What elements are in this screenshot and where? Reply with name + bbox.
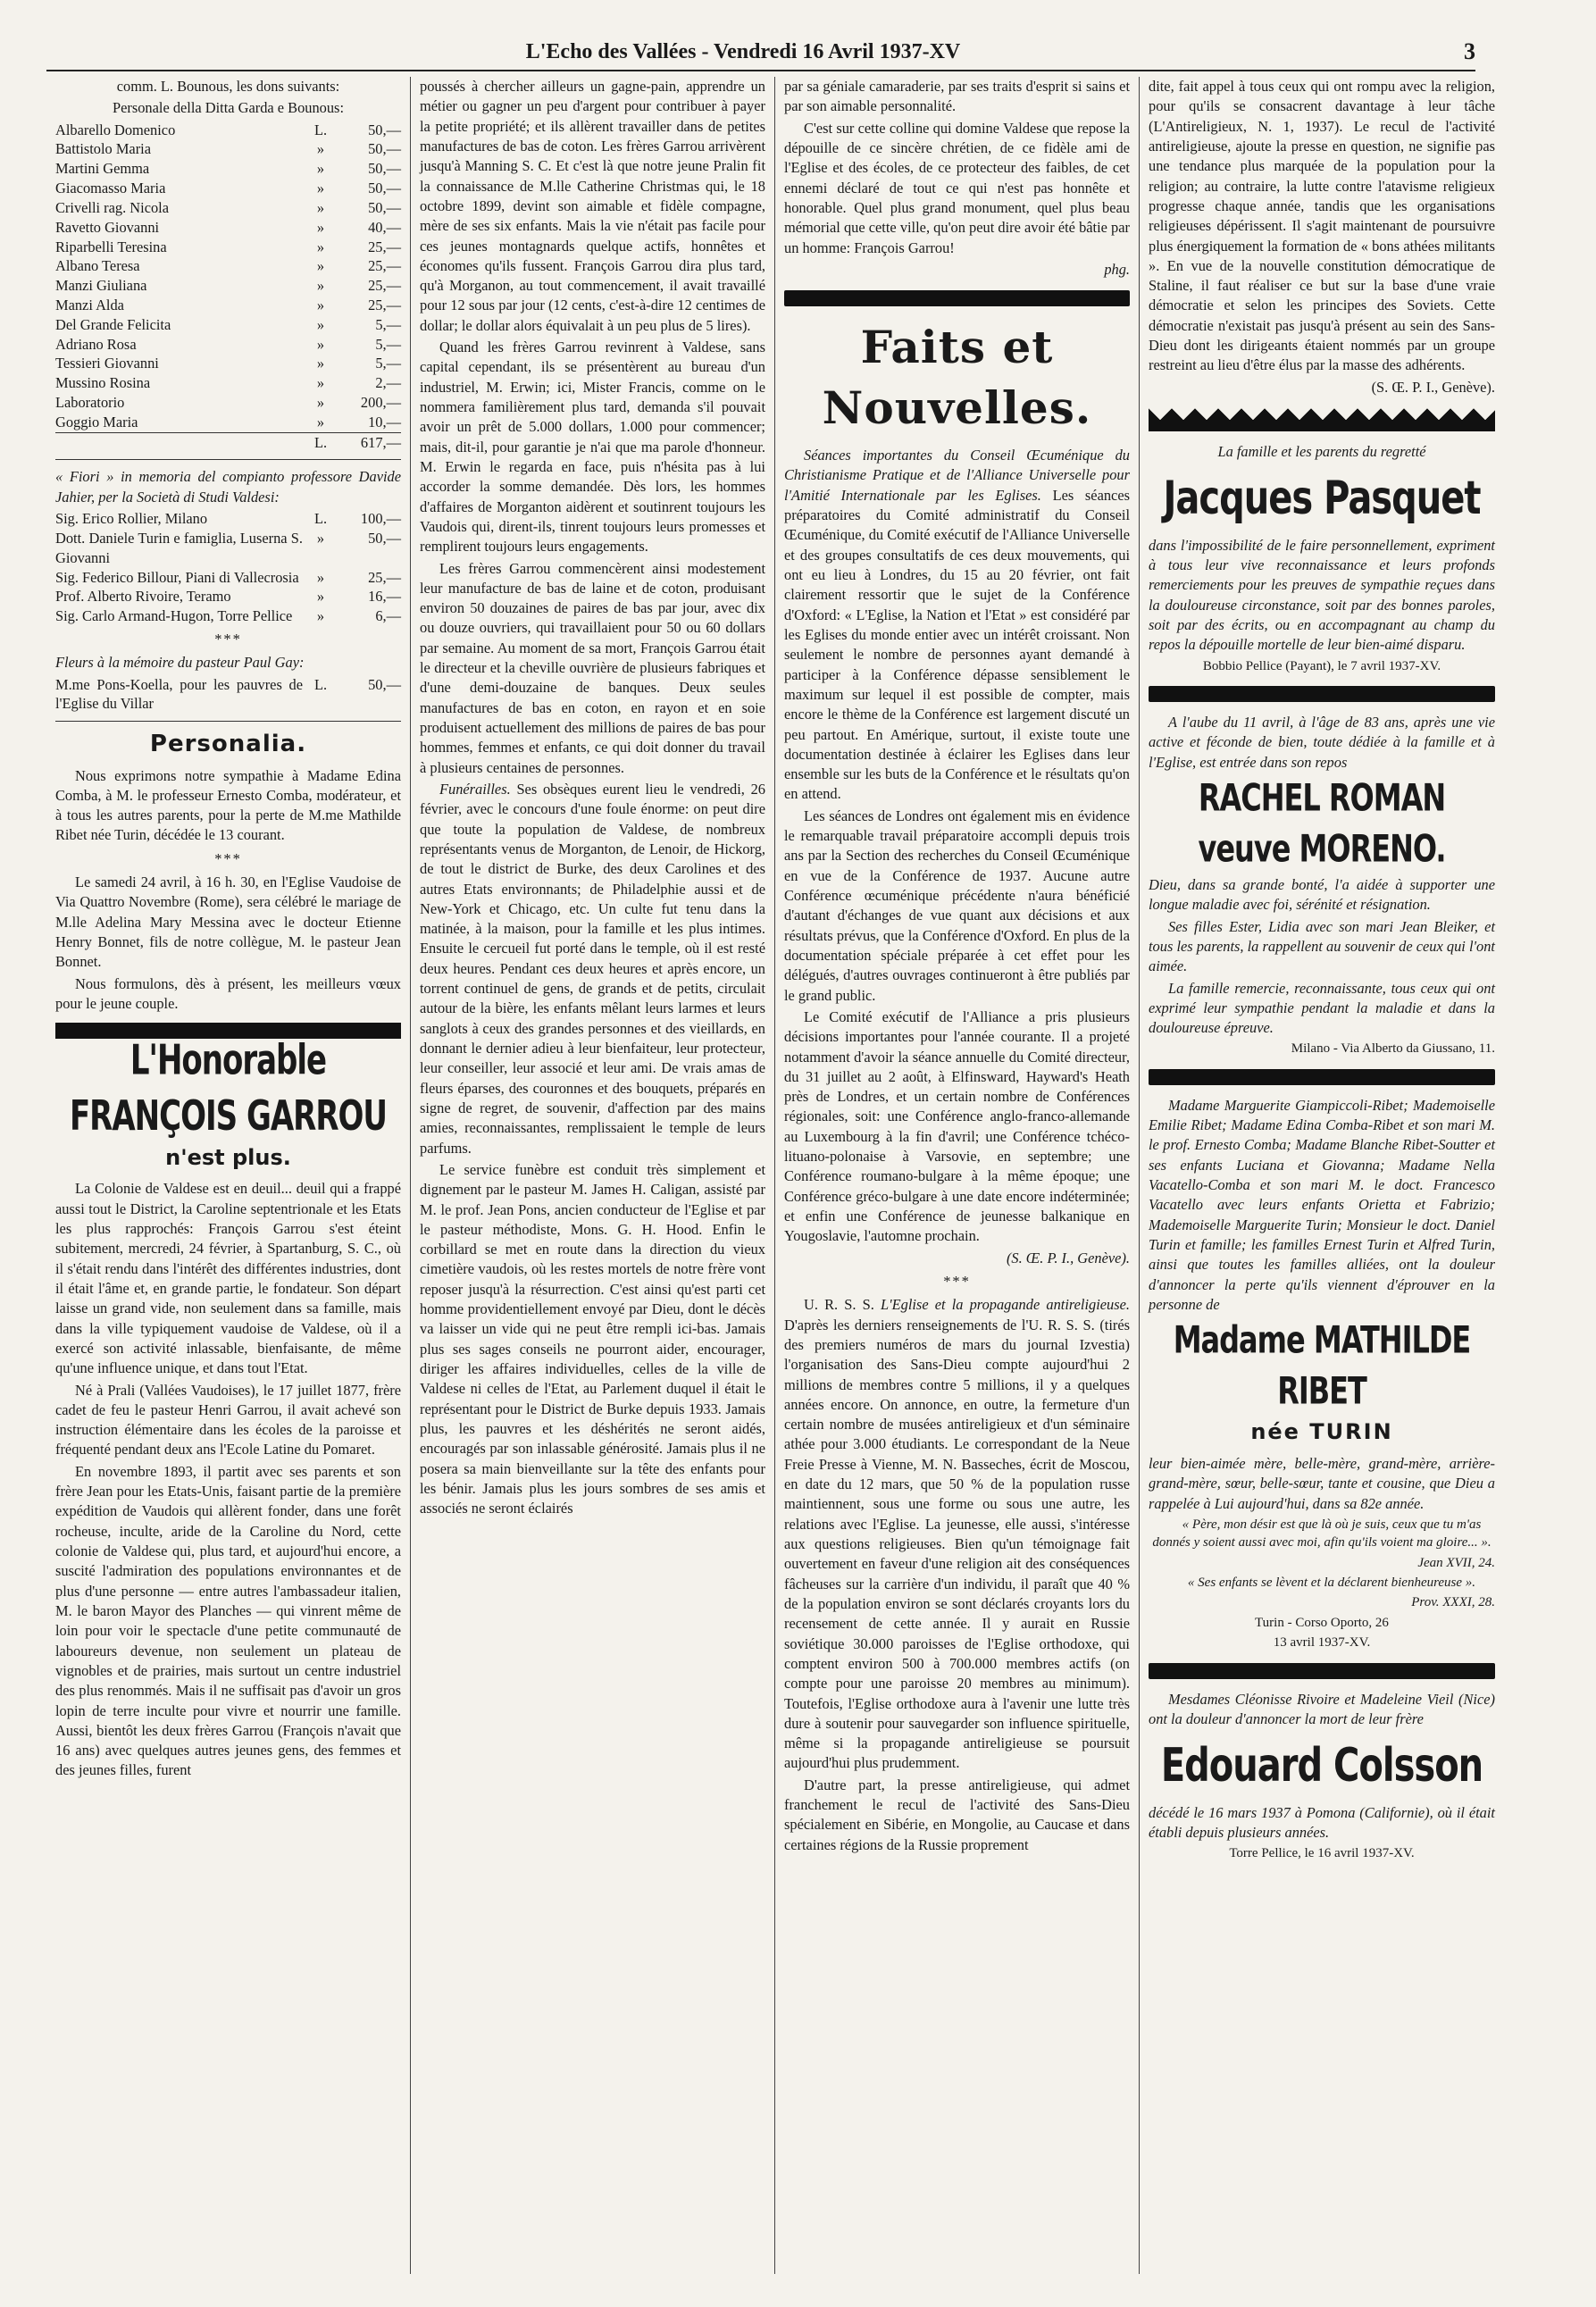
faits-nouvelles-heading: Faits et Nouvelles.: [822, 321, 1092, 435]
personalia-heading: Personalia.: [149, 731, 307, 758]
article-paragraph: par sa géniale camaraderie, par ses traits d'esprit si sains et par son aimable personnalité.: [784, 78, 1130, 115]
table-row: Manzi Giuliana » 25,—: [55, 277, 401, 295]
table-row: Dott. Daniele Turin e famiglia, Luserna S. Giovanni » 50,—: [55, 529, 401, 566]
source-signature: (S. Œ. P. I., Genève).: [1371, 378, 1495, 396]
article-paragraph: C'est sur cette colline qui domine Valdese que repose la dépouille de ce sincère chrétien, de ce fidèle ami de l'Eglise et des écoles, de ce protecteur des faibles, de cet ennemi déclaré de tout ce qui n'est pas honnête et honorable. Quel plus grand monument, quel plus beau mémorial que cette ville, qu'on peut dire avoir été bâtie par un homme: François Garrou!: [784, 119, 1130, 256]
roman-intro: A l'aube du 11 avril, à l'âge de 83 ans, après une vie active et féconde de bien, toute dédiée à la famille et à l'Eglise, est entrée dans son repos: [1149, 713, 1495, 771]
article-paragraph: Quand les frères Garrou revinrent à Valdese, sans capital cependant, ils se présentèrent au bureau d'un industriel, M. Erwin; ici, Mister Francis, comme on le nommera familièrement plus tard, demanda s'il pouvait avoir un prêt de 5.000 dollars, 1.000 pour commencer; mais, dit-il, pour garantie je n'ai que ma parole d'honneur. M. Erwin le regarda en face, puis n'hésita pas à lui accorder la somme demandée. Dès lors, les hommes d'affaires de Morganton aidèrent et soutinrent toujours les Vaudois qui, dirent-ils, tinrent toujours leurs promesses et remplirent toujours leurs engagements.: [420, 339, 765, 556]
ornamental-band: [1149, 1069, 1495, 1085]
table-row: Tessieri Giovanni » 5,—: [55, 355, 401, 372]
article-paragraph: Le Comité exécutif de l'Alliance a pris plusieurs décisions importantes pour l'année courante. Il a projeté notamment d'avoir la séance annuelle du Comité directeur, du 31 juillet au 2 août, à Elfinsward, Hayward's Heath près de Londres, et un certain nombre de Conférences régionales, soit: une Conférence anglo-franco-allemande au Luxembourg à la fin d'avril; une Conférence tchéco-lituano-polonaise à Varsovie, en septembre; une Conférence roumano-bulgare à la même époque; une Conférence gréco-bulgare à une date encore indéterminée; et enfin une Conférence de jeunesse balkanique en Yougoslavie, l'automne prochain.: [784, 1007, 1130, 1245]
table-row: Crivelli rag. Nicola » 50,—: [55, 198, 401, 216]
fleurs-table: [55, 675, 401, 715]
article-paragraph: dite, fait appel à tous ceux qui ont rompu avec la religion, pour qu'ils se consacrent davantage à leur tâche (L'Antireligieux, N. 1, 1937). Le recul de l'activité antireligieuse, ajoute la presse en question, ne signifie pas une tendance plus marquée de la population pour la religion; au contraire, la lutte contre l'atavisme religieux progresse chaque année, tandis que les organisations religieuses dépérissent. Il s'agit maintenant de poursuivre plus énergiquement la formation de « bons athées militants ». En vue de la nouvelle constitution démocratique de Staline, il faut réaliser ce but sur la base d'une vraie démocratie et selon les principes des Soviets. Cette démocratie n'existait pas jusqu'à présent au sein des Sans-Dieu dont les dirigeants étaient nommés par un groupe restreint au lieu d'être élus par la masse des adhérents.: [1149, 78, 1495, 374]
table-row: Albano Teresa » 25,—: [55, 257, 401, 275]
donations-group: Personale della Ditta Garda e Bounous:: [113, 99, 344, 117]
table-row: Albarello Domenico L. 50,—: [55, 121, 401, 138]
bible-verse: « Père, mon désir est que là où je suis, ceux que tu m'as donnés y soient aussi avec moi, afin qu'ils voient ma gloire... ».: [1152, 1517, 1492, 1551]
bible-verse: « Ses enfants se lèvent et la déclarent bienheureuse ».: [1187, 1576, 1476, 1591]
table-row: Riparbelli Teresina » 25,—: [55, 238, 401, 255]
pasquet-name: Jacques Pasquet: [1163, 472, 1481, 526]
source-signature: (S. Œ. P. I., Genève).: [1006, 1249, 1130, 1266]
pasquet-text: dans l'impossibilité de le faire personnellement, expriment à tous leur vive reconnaissance et leurs profonds remerciements pour les preuves de sympathie reçues dans la douloureuse circonstance, soit par des bonnes paroles, soit par des écrits, ou en accompagnant au champ du repos la dépouille mortelle de leur bien-aimé disparu.: [1149, 536, 1495, 654]
roman-text: La famille remercie, reconnaissante, tous ceux qui ont exprimé leur sympathie pendant la maladie et dans la douloureuse épreuve.: [1149, 979, 1495, 1037]
page-number: 3: [1464, 38, 1475, 64]
faits-intro: Séances importantes du Conseil Œcuménique du Christianisme Pratique et de l'Alliance Universelle pour l'Amitié Internationale par les Eglises.: [784, 447, 1130, 504]
separator-stars: ***: [214, 849, 242, 867]
funerailles-lead: Funérailles.: [439, 780, 511, 798]
donations-table: [55, 121, 401, 453]
ornamental-band: [784, 290, 1130, 306]
article-paragraph: Né à Prali (Vallées Vaudoises), le 17 juillet 1877, frère cadet de feu le pasteur Henri Garrou, il avait achevé son instruction élémentaire dans les écoles de la paroisse et fréquenté pendant deux ans l'Ecole Latine du Pomaret.: [55, 1381, 401, 1459]
column-3: [775, 77, 1140, 2274]
roman-place: Milano - Via Alberto da Giussano, 11.: [1291, 1041, 1495, 1057]
article-paragraph: Les séances de Londres ont également mis en évidence le remarquable travail préparatoire accompli depuis trois ans par la Section des recherches du Conseil Œcuménique en vue de la Conférence de 1937. Aucune autre Conférence œcuménique précédente n'aura bénéficié d'autant d'échanges de vue quant aux décisions et aux résultats prévus, que la Conférence d'Oxford. En plus de la documentation spéciale préparée à cet effet pour les délégués, d'autres ouvrages continueront à être publiés par le grand public.: [784, 807, 1130, 1004]
ornamental-band: [1149, 686, 1495, 702]
article-paragraph: La Colonie de Valdese est en deuil... deuil qui a frappé aussi tout le District, la Caroline septentrionale et les Etats les plus rapprochés: François Garrou s'est éteint subitement, mercredi, 24 février, à Spartanburg, S. C., où il s'était rendu dans l'intérêt des différentes industries, dont il était l'âme et, en grande partie, le fondateur. Son départ laisse un grand vide, non seulement dans sa famille, mais dans la ville typiquement vaudoise de Valdese, où il a exercé son activité inlassable, bienfaisante, de même qu'une influence unique, et dans tout l'Etat.: [55, 1180, 401, 1377]
table-row: Manzi Alda » 25,—: [55, 296, 401, 313]
ribet-intro: Madame Marguerite Giampiccoli-Ribet; Mademoiselle Emilie Ribet; Madame Edina Comba-Ribet et son mari M. le prof. Ernesto Comba; Madame Blanche Ribet-Soutter et ses enfants Luciana et Giovanna; Madame Nella Vacatello-Comba et son mari M. le doct. Francesco Vacatello avec leurs enfants Orietta et Fabrizio; Mademoiselle Marguerite Turin; Monsieur le doct. Daniel Turin et famille; les familles Ernest Turin et Alfred Turin, ainsi que toutes les familles alliées, ont la douleur d'annoncer la perte qu'ils viennent d'éprouver en la personne de: [1149, 1096, 1495, 1313]
article-paragraph: Séances importantes du Conseil Œcuménique du Christianisme Pratique et de l'Alliance Universelle pour l'Amitié Internationale par les Eglises. Les séances préparatoires du Comité administratif du Conseil Œcuménique, du Comité exécutif de l'Alliance Universelle et des groupes consultatifs de ces deux mouvements, qui ont eu lieu à Londres, du 15 au 20 février, ont fait clairement ressortir que le sujet de la Conférence d'Oxford: « L'Eglise, la Nation et l'Etat » est considéré par les Eglises du monde entier avec un intérêt croissant. Non seulement le nombre de personnes ayant demandé à participer à la Conférence dépasse sensiblement le maximum sur lequel il est possible de compter, mais encore le thème de la Conférence est largement discuté un peu partout. En Amérique, surtout, il existe toute une documentation destinée à éclairer les Eglises dans leur ensemble sur les buts de la Conférence et le résultats qu'on en attend.: [784, 447, 1130, 803]
donations-total-row: L. 617,—: [55, 432, 401, 452]
roman-text: Dieu, dans sa grande bonté, l'a aidée à supporter une longue maladie avec foi, sérénité et résignation.: [1149, 875, 1495, 914]
article-paragraph: U. R. S. S. L'Eglise et la propagande antireligieuse. D'après les derniers renseignements de l'U. R. S. S. (tirés des premiers numéros de mars du journal Izvestia) l'organisation des Sans-Dieu compte aujourd'hui 2 millions de membres contre 5 millions, il y a quelques années encore. On annonce, en outre, la fermeture d'un certain nombre de musées antireligieux et d'un séminaire athée pour 3.000 étudiants. Le correspondant de la Neue Freie Presse à Vienne, M. N. Basseches, écrit de Moscou, en date du 12 mars, que 50 % de la population russe maintiennent, sous une forme ou sous une autre, les relations avec l'Eglise. La jeunesse, elle aussi, s'intéresse aux questions religieuses. Bien qu'un témoignage fait ouvertement en faveur d'une religion ait des conséquences fâcheuses sur la carrière d'un individu, il paraît que 40 % de la population environ se sont déclarés croyants lors du recensement de cette année. Il y aurait en Russie soviétique 30.000 paroisses de l'Eglise orthodoxe, qui comptent environ 500 à 700.000 membres actifs (on compte pour une paroisse 20 membres au minimum). Toutefois, l'Eglise orthodoxe aura à l'avenir une lutte très dure à soutenir pour sauvegarder son influence spirituelle, même si la propagande antireligieuse se poursuit aujourd'hui plus prudemment.: [784, 1296, 1130, 1772]
fiori-intro: « Fiori » in memoria del compianto professore Davide Jahier, per la Società di Studi Valdesi:: [55, 468, 401, 506]
page-header: [46, 34, 1475, 71]
column-1: [46, 77, 411, 2274]
table-row: Sig. Erico Rollier, Milano L. 100,—: [55, 510, 401, 528]
pasquet-intro: La famille et les parents du regretté: [1217, 443, 1426, 460]
table-row: Laboratorio » 200,—: [55, 394, 401, 411]
table-row: Mussino Rosina » 2,—: [55, 374, 401, 392]
table-row: Sig. Carlo Armand-Hugon, Torre Pellice » 6,—: [55, 607, 401, 625]
urss-title: L'Eglise et la propagande antireligieuse.: [881, 1296, 1130, 1314]
colsson-intro: Mesdames Cléonisse Rivoire et Madeleine Vieil (Nice) ont la douleur d'annoncer la mort de leur frère: [1149, 1690, 1495, 1727]
separator-stars: ***: [943, 1272, 971, 1290]
garrou-subheadline: n'est plus.: [165, 1144, 291, 1170]
table-row: Giacomasso Maria » 50,—: [55, 180, 401, 197]
article-paragraph: En novembre 1893, il partit avec ses parents et son frère Jean pour les Etats-Unis, faisant partie de la première expédition de Vaudois qui allèrent fonder, dans une forêt rocheuse, inculte, aride de la Caroline du Nord, cette colonie de Valdese qui, plus tard, et aujourd'hui encore, a suscité l'admiration des populations environnantes et de plus d'une personne — entre autres l'ambassadeur italien, M. le baron Mayor des Planches — qui vinrent même de loin pour voir le spectacle d'une petite communauté de laboureurs devenue, non seulement un plateau de vignobles et de prairies, mais surtout un centre industriel des plus renommés. Mais il ne suffisait pas d'avoir un gros lopin de terre inculte pour vivre et nourrir une famille. Aussi, bientôt les deux frères Garrou (François n'avait que 16 ans) avec quelques autres jeunes gens, des femmes et des jeunes filles, furent: [55, 1462, 401, 1779]
ribet-name: Madame MATHILDE RIBET: [1173, 1317, 1471, 1413]
table-row: Battistolo Maria » 50,—: [55, 140, 401, 158]
colsson-text: décédé le 16 mars 1937 à Pomona (Californie), où il était établi depuis plusieurs années.: [1149, 1803, 1495, 1841]
author-signature: phg.: [1104, 260, 1130, 278]
verse-reference: Jean XVII, 24.: [1417, 1555, 1495, 1570]
ornamental-band: [1149, 1663, 1495, 1679]
column-2: [411, 77, 775, 2274]
table-row: Prof. Alberto Rivoire, Teramo » 16,—: [55, 588, 401, 606]
table-row: Sig. Federico Billour, Piani di Vallecrosia » 25,—: [55, 568, 401, 586]
personalia-paragraph: Nous exprimons notre sympathie à Madame Edina Comba, à M. le professeur Ernesto Comba, modérateur, et à tous les autres parents, pour la perte de M.me Mathilde Ribet née Turin, décédée le 13 courant.: [55, 766, 401, 844]
article-paragraph: Funérailles. Ses obsèques eurent lieu le vendredi, 26 février, avec le concours d'une foule énorme: on peut dire que toute la population de Valdese, de nombreux représentants venus de Morganton, de Lenoir, de Hickorg, de tout le district de Burke, des deux Carolines et des autres Etats environnants; de Philadelphie aussi et de New-York et Chicago, etc. Un culte fut tenu dans la matinée, à la maison, pour la famille et les plus intimes. Ensuite le cercueil fut porté dans le temple, où il est resté deux heures. Pendant ces deux heures et après encore, un torrent continuel de gens, de grands et de petits, circulait autour de la bière, les enfants mêlant leurs larmes et leurs sanglots à ceux des grandes personnes et des vieillards, en donnant le dernier adieu à leur bienfaiteur, leur protecteur, leur conseiller, leur associé et leur ami. De vrais amas de fleurs éparses, des couronnes et des bouquets, préparés en signe de regret, de souvenir, d'affection par des mains amies, reconnaissantes, remplissaient le temple de leurs parfums.: [420, 780, 765, 1157]
ribet-nee: née TURIN: [1250, 1419, 1393, 1445]
pasquet-place: Bobbio Pellice (Payant), le 7 avril 1937-XV.: [1202, 658, 1441, 673]
separator-stars: ***: [214, 630, 242, 648]
fleurs-intro: Fleurs à la mémoire du pasteur Paul Gay:: [55, 654, 305, 672]
personalia-paragraph: Le samedi 24 avril, à 16 h. 30, en l'Eglise Vaudoise de Via Quattro Novembre (Rome), sera célébré le mariage de M.lle Adelina Mary Messina avec le docteur Etienne Henry Bonnet, fils de notre collègue, M. le pasteur Jean Bonnet.: [55, 873, 401, 971]
ribet-text: leur bien-aimée mère, belle-mère, grand-mère, arrière-grand-mère, sœur, belle-sœur, tante et cousine, que Dieu a rappelée à Lui aujourd'hui, dans sa 82e année.: [1149, 1454, 1495, 1512]
article-columns: [46, 77, 1504, 2274]
table-row: Goggio Maria » 10,—: [55, 413, 401, 430]
column-4: [1140, 77, 1504, 2274]
table-row: Martini Gemma » 50,—: [55, 160, 401, 178]
ribet-place: Turin - Corso Oporto, 26: [1255, 1615, 1389, 1630]
donations-total: 617,—: [360, 433, 401, 451]
article-paragraph: D'autre part, la presse antireligieuse, qui admet franchement le recul de l'activité des Sans-Dieu spécialement en Sibérie, en Mongolie, au Caucase et dans certaines régions de la Russie proprement: [784, 1776, 1130, 1853]
personalia-paragraph: Nous formulons, dès à présent, les meilleurs vœux pour le jeune couple.: [55, 974, 401, 1012]
ornamental-band: [1149, 408, 1495, 431]
article-paragraph: poussés à chercher ailleurs un gagne-pain, apprendre un métier ou gagner un peu d'argent pour contribuer à payer la petite propriété; et ils allèrent travailler dans de petites manufactures de bas de coton. Les frères Garrou arrivèrent jusqu'à Manning S. C. Et c'est là que notre jeune Pralin fit la connaissance de M.lle Catherine Christmas qui, le 18 octobre 1899, devint son aimable et fidèle compagne, mère de ses six enfants. Mais la vie n'était pas facile pour ces jeunes montagnards quelque actifs, honnêtes et économes qu'ils fussent. François Garrou dira plus tard, qu'à Morganon, au tout commencement, il avait travaillé pour 12 sous par jour (12 cents, c'est-à-dire 12 centimes de dollar; le dollar alors équivalait à un peu plus de 5 lires).: [420, 78, 765, 334]
colsson-name: Edouard Colsson: [1160, 1739, 1483, 1793]
divider: [55, 721, 401, 722]
roman-text: Ses filles Ester, Lidia avec son mari Jean Bleiker, et tous les parents, la rappellent au souvenir de ceux qui l'ont aimée.: [1149, 917, 1495, 975]
roman-name: RACHEL ROMAN veuve MORENO.: [1198, 775, 1446, 871]
verse-reference: Prov. XXXI, 28.: [1411, 1595, 1495, 1610]
garrou-headline: L'Honorable FRANÇOIS GARROU: [69, 1037, 388, 1141]
divider: [55, 459, 401, 460]
article-paragraph: Les frères Garrou commencèrent ainsi modestement leur manufacture de bas de laine et de coton, produisant environ 50 douzaines de paires de bas par jour, avec dix ou douze ouvriers, qui travaillaient pour 50 ou 60 dollars par semaine. Au moment de sa mort, François Garrou était le directeur et la cheville ouvrière de plusieurs fabriques et d'une demi-douzaine de banques. Deux seules manufactures de bas en coton, en rayon et en soie produisent actuellement des millions de paires de bas pour hommes, femmes et enfants, ce qui doit donner du travail à plusieurs centaines de personnes.: [420, 559, 765, 776]
table-row: Adriano Rosa » 5,—: [55, 335, 401, 353]
table-row: Del Grande Felicita » 5,—: [55, 315, 401, 333]
table-row: Ravetto Giovanni » 40,—: [55, 218, 401, 236]
donations-intro: comm. L. Bounous, les dons suivants:: [116, 78, 340, 95]
table-row: M.me Pons-Koella, pour les pauvres de l'Eglise du Villar L. 50,—: [55, 675, 401, 713]
newspaper-title: L'Echo des Vallées - Vendredi 16 Avril 1937-XV: [525, 39, 961, 63]
ribet-date: 13 avril 1937-XV.: [1273, 1635, 1371, 1651]
article-paragraph: Le service funèbre est conduit très simplement et dignement par le pasteur M. James H. Caligan, assisté par M. le prof. Jean Pons, ancien conducteur de l'Eglise et par le pasteur méthodiste, Mons. G. H. Hood. Enfin le corbillard se met en route dans la direction du vieux cimetière vaudois, où les restes mortels de notre frère vont reposer jusqu'à la résurrection. C'est ainsi qu'est parti cet homme providentiellement envoyé par Dieu, dont le décès va laisser un vide qui ne peut être rempli ici-bas. Jamais plus ses sages conseils ne pourront aider, encourager, diriger les affaires individuelles, celles de la ville de Valdese ni celles de l'Etat, au Parlement duquel il était le représentant pour le District de Burke depuis 1933. Jamais plus, les pauvres et les déshérités ne seront aidés, encouragés par son inlassable générosité. Jamais plus il ne posera sa main bienveillante sur la tête des enfants pour les bénir. Jamais plus les jours sombres de ses amis et associés ne seront éclairés: [420, 1160, 765, 1517]
colsson-place: Torre Pellice, le 16 avril 1937-XV.: [1229, 1846, 1415, 1861]
fiori-table: [55, 509, 401, 626]
